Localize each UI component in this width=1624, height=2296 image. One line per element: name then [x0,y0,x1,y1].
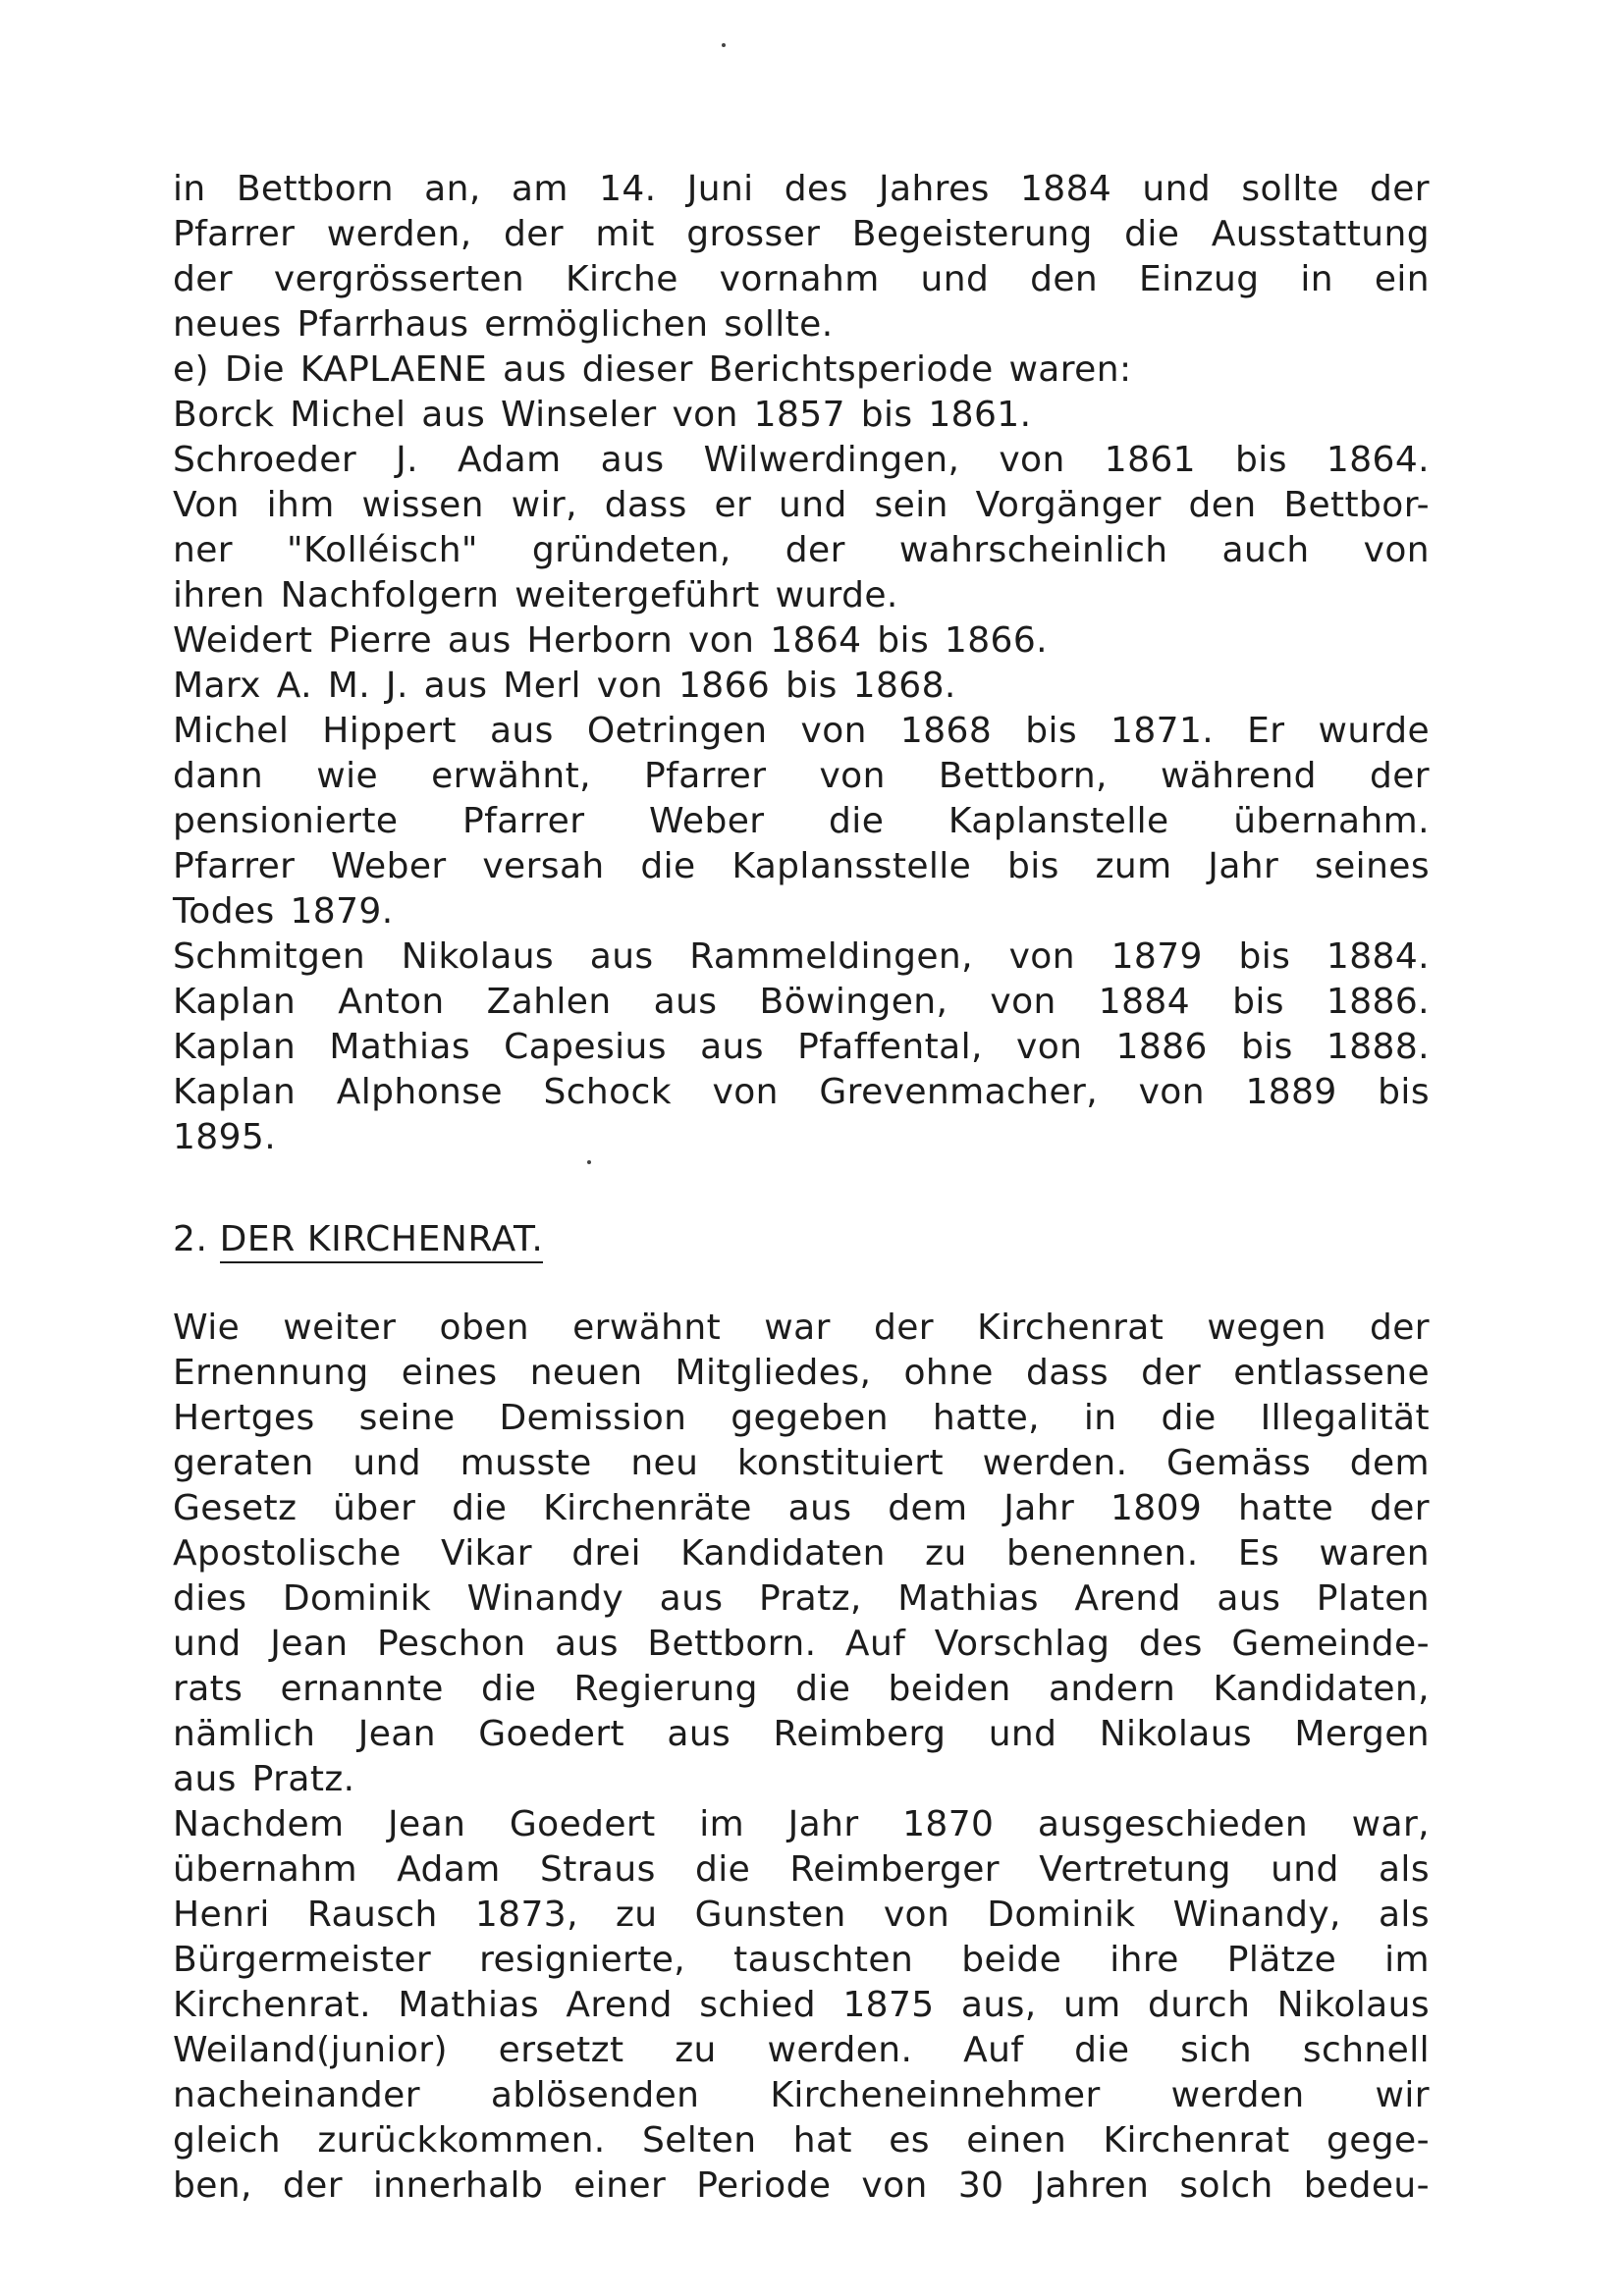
scan-speck [587,1160,591,1164]
text-line: Pfarrer Weber versah die Kaplansstelle bis zum Jahr seines [173,846,1430,886]
text-line: Apostolische Vikar drei Kandidaten zu benennen. Es waren [173,1533,1430,1574]
text-line: Michel Hippert aus Oetringen von 1868 bis 1871. Er wurde [173,711,1430,751]
text-line: 1895. [173,1117,277,1157]
section-title: DER KIRCHENRAT. [220,1219,544,1263]
text-line: Kaplan Mathias Capesius aus Pfaffental, von 1886 bis 1888. [173,1027,1430,1067]
text-line: Henri Rausch 1873, zu Gunsten von Dominik Winandy, als [173,1895,1430,1935]
text-line: pensionierte Pfarrer Weber die Kaplanstelle übernahm. [173,801,1430,841]
text-line: ner "Kolléisch" gründeten, der wahrscheinlich auch von [173,530,1430,570]
text-line: Kirchenrat. Mathias Arend schied 1875 aus, um durch Nikolaus [173,1985,1430,2025]
text-line: Pfarrer werden, der mit grosser Begeisterung die Ausstattung [173,214,1430,254]
text-line: Von ihm wissen wir, dass er und sein Vorgänger den Bettbor- [173,485,1430,525]
text-line: aus Pratz. [173,1759,355,1799]
section-heading [173,1217,543,1262]
text-line: ben, der innerhalb einer Periode von 30 Jahren solch bedeu- [173,2165,1430,2206]
text-line: und Jean Peschon aus Bettborn. Auf Vorschlag des Gemeinde- [173,1624,1430,1664]
scan-speck [722,43,726,47]
text-line: Kaplan Alphonse Schock von Grevenmacher, von 1889 bis [173,1072,1430,1112]
text-line: Borck Michel aus Winseler von 1857 bis 1861. [173,395,1032,435]
text-line: Wie weiter oben erwähnt war der Kirchenrat wegen der [173,1308,1430,1348]
text-line: Gesetz über die Kirchenräte aus dem Jahr 1809 hatte der [173,1488,1430,1528]
text-line: Todes 1879. [173,891,394,932]
text-line: dies Dominik Winandy aus Pratz, Mathias Arend aus Platen [173,1578,1430,1619]
text-line: e) Die KAPLAENE aus dieser Berichtsperiode waren: [173,349,1132,390]
text-line: Ernennung eines neuen Mitgliedes, ohne dass der entlassene [173,1353,1430,1393]
text-line: Bürgermeister resignierte, tauschten beide ihre Plätze im [173,1940,1430,1980]
text-line: nacheinander ablösenden Kircheneinnehmer werden wir [173,2075,1430,2115]
text-line: ihren Nachfolgern weitergeführt wurde. [173,575,898,615]
text-line: Hertges seine Demission gegeben hatte, in die Illegalität [173,1398,1430,1438]
text-line: gleich zurückkommen. Selten hat es einen Kirchenrat gege- [173,2120,1430,2161]
section-number: 2. [173,1219,208,1259]
text-line: rats ernannte die Regierung die beiden andern Kandidaten, [173,1669,1430,1709]
text-line: in Bettborn an, am 14. Juni des Jahres 1884 und sollte der [173,169,1430,209]
text-line: Marx A. M. J. aus Merl von 1866 bis 1868. [173,666,956,706]
text-line: Nachdem Jean Goedert im Jahr 1870 ausgeschieden war, [173,1804,1430,1844]
text-line: dann wie erwähnt, Pfarrer von Bettborn, während der [173,756,1430,796]
text-line: der vergrösserten Kirche vornahm und den Einzug in ein [173,259,1430,299]
text-line: Weidert Pierre aus Herborn von 1864 bis 1866. [173,620,1048,661]
text-line: Schmitgen Nikolaus aus Rammeldingen, von 1879 bis 1884. [173,936,1430,977]
text-line: übernahm Adam Straus die Reimberger Vertretung und als [173,1849,1430,1890]
text-line: Kaplan Anton Zahlen aus Böwingen, von 1884 bis 1886. [173,982,1430,1022]
text-line: neues Pfarrhaus ermöglichen sollte. [173,304,834,345]
text-line: geraten und musste neu konstituiert werden. Gemäss dem [173,1443,1430,1483]
text-line: Schroeder J. Adam aus Wilwerdingen, von 1861 bis 1864. [173,440,1430,480]
text-line: nämlich Jean Goedert aus Reimberg und Nikolaus Mergen [173,1714,1430,1754]
text-line: Weiland(junior) ersetzt zu werden. Auf die sich schnell [173,2030,1430,2070]
